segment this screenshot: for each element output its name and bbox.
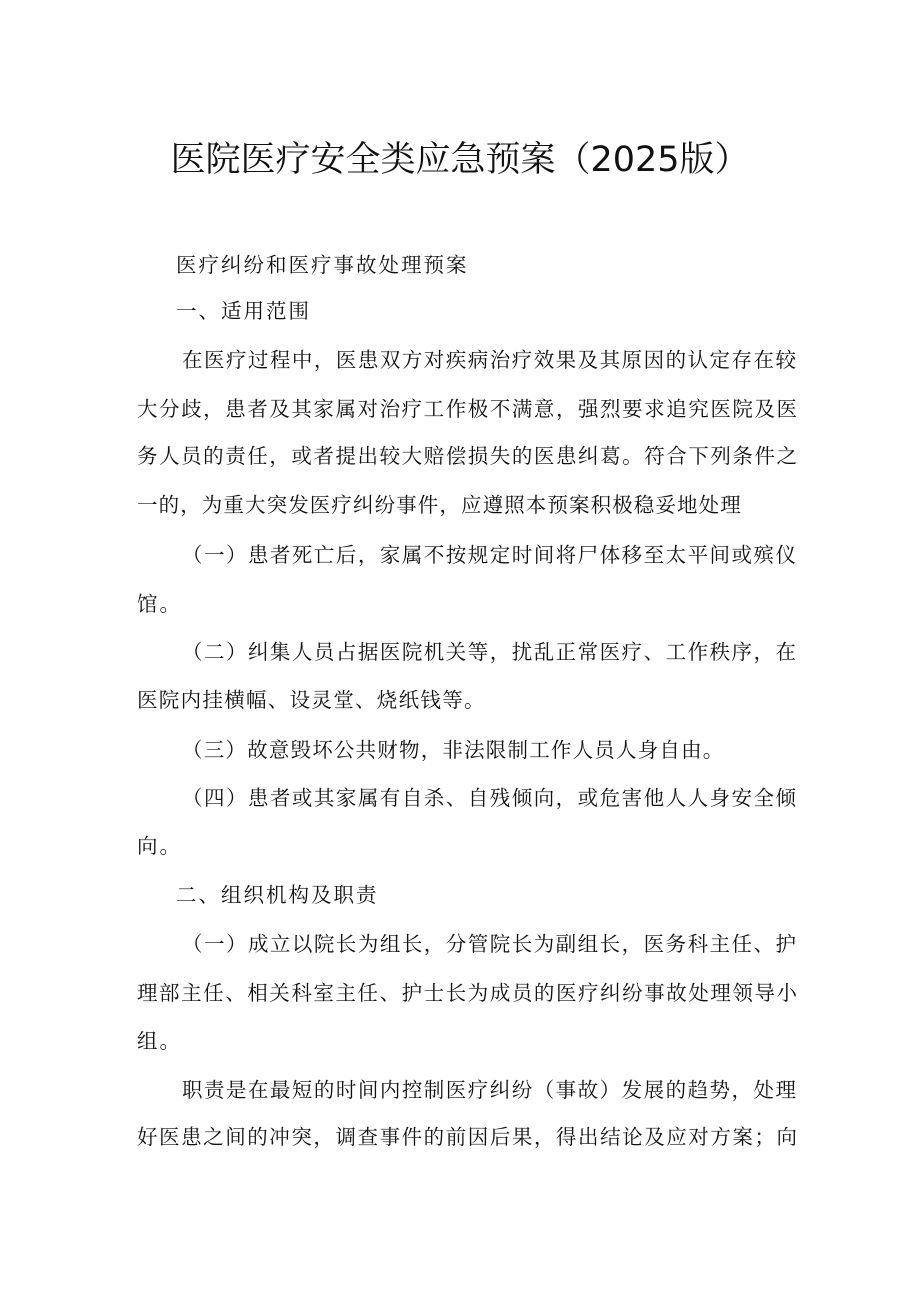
paragraph-line: 一的，为重大突发医疗纠纷事件，应遵照本预案积极稳妥地处理 [137,493,742,517]
section-heading-organization: 二、组织机构及职责 [176,883,379,907]
list-item-line: （四）患者或其家属有自杀、自残倾向，或危害他人人身安全倾 [182,786,796,810]
section-heading-scope: 一、适用范围 [176,299,311,323]
list-item-line: （一）成立以院长为组长，分管院长为副组长，医务科主任、护 [182,932,796,956]
paragraph-line: 大分歧，患者及其家属对治疗工作极不满意，强烈要求追究医院及医 [137,397,797,421]
document-title: 医院医疗安全类应急预案（2025版） [170,140,750,180]
list-item-line: 理部主任、相关科室主任、护士长为成员的医疗纠纷事故处理领导小 [137,981,797,1005]
paragraph-line: 职责是在最短的时间内控制医疗纠纷（事故）发展的趋势，处理 [182,1078,796,1102]
paragraph-line: 在医疗过程中，医患双方对疾病治疗效果及其原因的认定存在较 [182,348,796,372]
paragraph-line: 好医患之间的冲突，调查事件的前因后果，得出结论及应对方案；向 [137,1125,797,1149]
list-item-line: 医院内挂横幅、设灵堂、烧纸钱等。 [137,688,486,712]
list-item-line: （一）患者死亡后，家属不按规定时间将尸体移至太平间或殡仪 [182,543,796,567]
paragraph-line: 务人员的责任，或者提出较大赔偿损失的医患纠葛。符合下列条件之 [137,444,797,468]
list-item-line: （三）故意毁坏公共财物，非法限制工作人员人身自由。 [182,738,725,762]
list-item-line: 组。 [137,1029,182,1053]
list-item-line: （二）纠集人员占据医院机关等，扰乱正常医疗、工作秩序，在 [182,640,796,664]
list-item-line: 馆。 [137,592,182,616]
section-heading-plan: 医疗纠纷和医疗事故处理预案 [176,253,469,277]
list-item-line: 向。 [137,834,182,858]
